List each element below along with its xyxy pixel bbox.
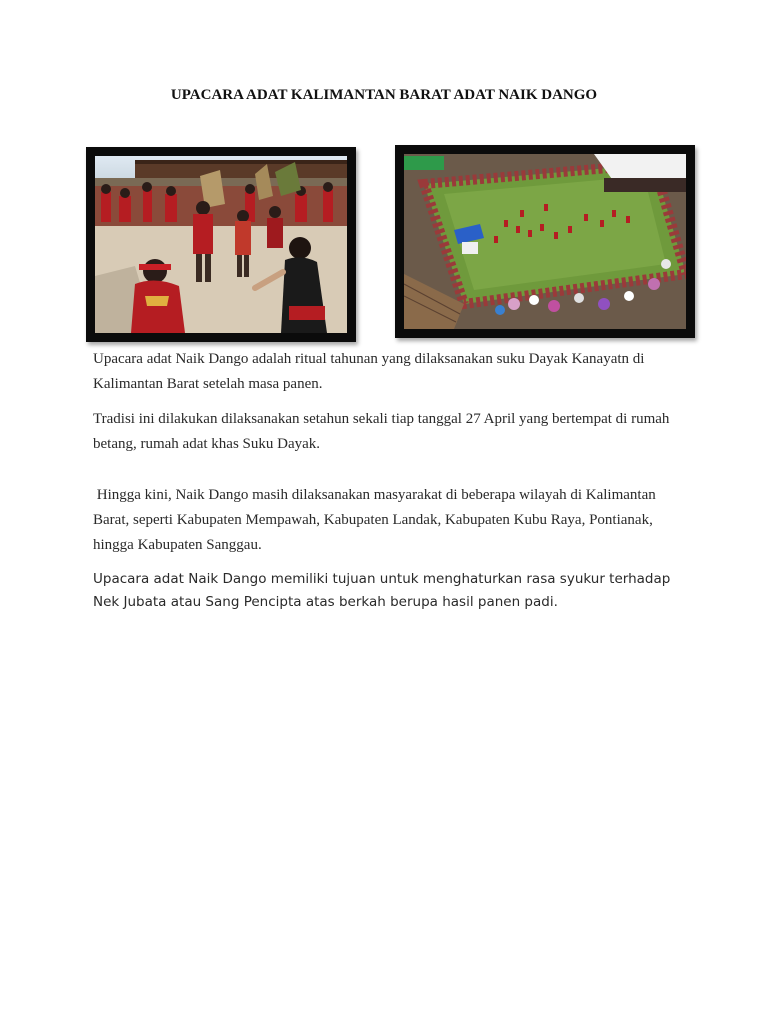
dancers-image xyxy=(95,156,347,333)
page-title: UPACARA ADAT KALIMANTAN BARAT ADAT NAIK DANGO xyxy=(170,87,598,103)
aerial-photo xyxy=(395,145,695,338)
paragraph-intro: Upacara adat Naik Dango adalah ritual tahunan yang dilaksanakan suku Dayak Kanayatn di Kalimantan Barat setelah masa panen. xyxy=(93,351,645,392)
paragraph-tradition: Tradisi ini dilakukan dilaksanakan setahun sekali tiap tanggal 27 April yang bertempat di rumah betang, rumah adat khas Suku Dayak. xyxy=(93,411,670,452)
dance-photo xyxy=(86,147,356,342)
paragraph-regions: Hingga kini, Naik Dango masih dilaksanakan masyarakat di beberapa wilayah di Kalimantan Barat, seperti Kabupaten Mempawah, Kabupaten Landak, Kabupaten Kubu Raya, Pontianak, hingga Kabupaten Sanggau. xyxy=(93,487,660,553)
paragraph-purpose: Upacara adat Naik Dango memiliki tujuan untuk menghaturkan rasa syukur terhadap Nek Jubata atau Sang Pencipta atas berkah berupa hasil panen padi. xyxy=(93,571,671,610)
ceremony-field-image xyxy=(404,154,686,329)
